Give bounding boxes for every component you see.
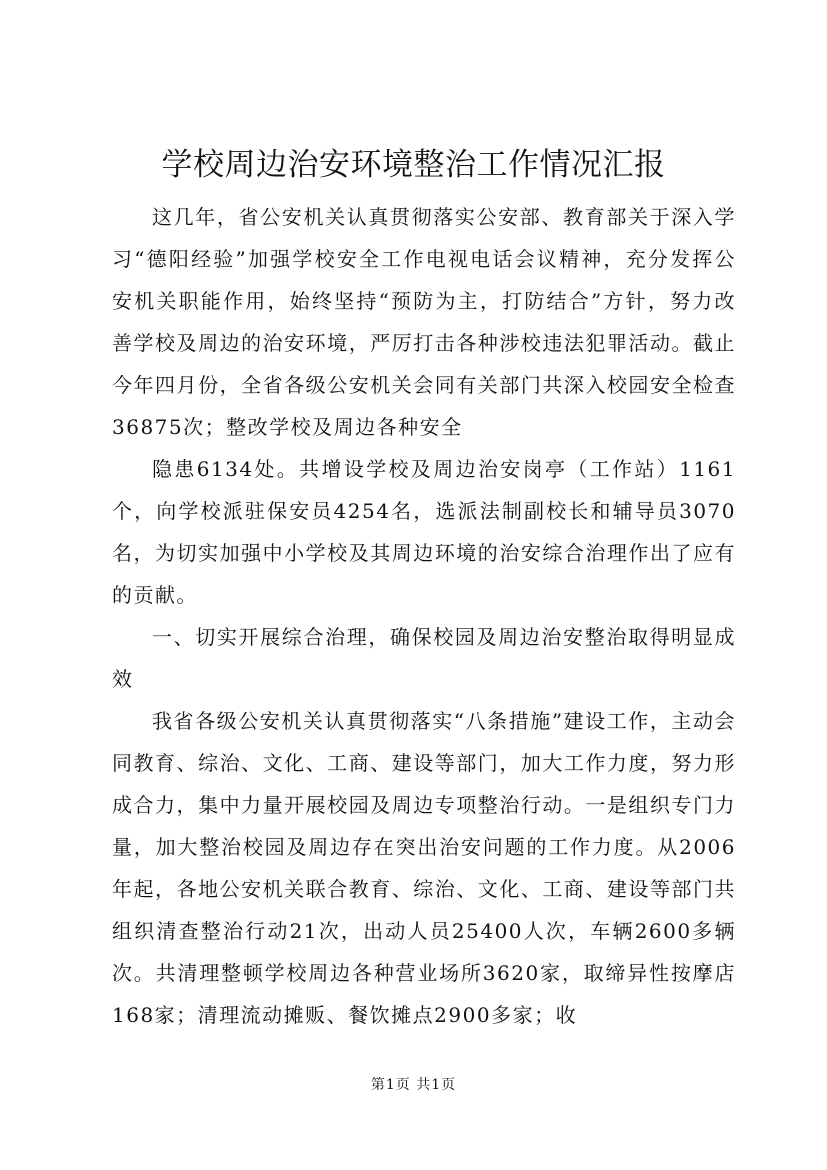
document-title: 学校周边治安环境整治工作情况汇报 (161, 147, 666, 183)
paragraph-intro: 这几年，省公安机关认真贯彻落实公安部、教育部关于深入学习“德阳经验”加强学校安全工作电视电话会议精神，充分发挥公安机关职能作用，始终坚持“预防为主，打防结合”方针，努力改善学校及周边的治安环境，严厉打击各种涉校违法犯罪活动。截止今年四月份，全省各级公安机关会同有关部门共深入校园安全检查36875次；整改学校及周边各种安全 (112, 205, 736, 439)
page-footer: 第1页 共1页 (370, 1077, 457, 1093)
paragraph-hazards: 隐患6134处。共增设学校及周边治安岗亭（工作站）1161个，向学校派驻保安员4254名，选派法制副校长和辅导员3070名，为切实加强中小学校及其周边环境的治安综合治理作出了应有的贡献。 (112, 457, 736, 607)
paragraph-measures: 我省各级公安机关认真贯彻落实“八条措施”建设工作，主动会同教育、综治、文化、工商、建设等部门，加大工作力度，努力形成合力，集中力量开展校园及周边专项整治行动。一是组织专门力量，加大整治校园及周边存在突出治安问题的工作力度。从2006年起，各地公安机关联合教育、综治、文化、工商、建设等部门共组织清查整治行动21次，出动人员25400人次，车辆2600多辆次。共清理整顿学校周边各种营业场所3620家，取缔异性按摩店168家；清理流动摊贩、餐饮摊点2900多家；收 (112, 709, 736, 1027)
document-body (112, 196, 736, 1036)
section-heading-1: 一、切实开展综合治理，确保校园及周边治安整治取得明显成效 (112, 625, 736, 691)
